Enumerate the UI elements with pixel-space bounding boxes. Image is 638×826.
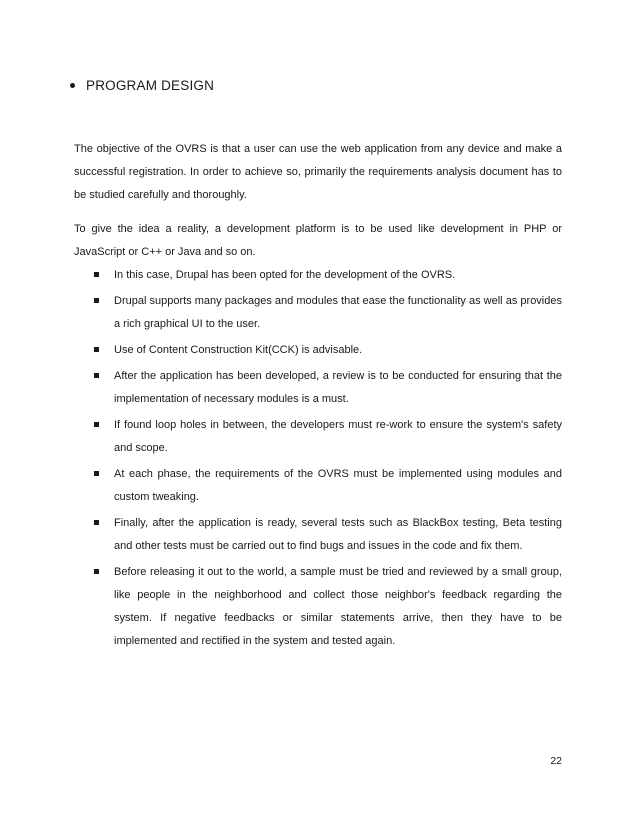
list-item [74, 512, 562, 558]
square-bullet-icon [94, 569, 99, 574]
section-heading-text: PROGRAM DESIGN [86, 78, 215, 93]
page-number: 22 [550, 755, 562, 767]
square-bullet-icon [94, 520, 99, 525]
square-bullet-icon [94, 298, 99, 303]
list-item-text: Before releasing it out to the world, a sample must be tried and reviewed by a small group, like people in the neighborhood and collect those neighbor's feedback regarding the system. If negative feedbacks or similar statements arrive, then they have to be implemented and rectified in the system and tested again. [114, 566, 562, 647]
bullet-dot-icon [70, 83, 75, 88]
list-item [74, 264, 562, 287]
list-item [74, 463, 562, 509]
square-bullet-icon [94, 272, 99, 277]
list-item-text: After the application has been developed, a review is to be conducted for ensuring that the implementation of necessary modules is a must. [114, 370, 562, 405]
list-item [74, 414, 562, 460]
bullet-list [74, 264, 562, 656]
list-item-text: Drupal supports many packages and modules that ease the functionality as well as provides a rich graphical UI to the user. [114, 295, 562, 330]
list-item-text: Use of Content Construction Kit(CCK) is advisable. [114, 344, 363, 356]
paragraph-objective: The objective of the OVRS is that a user can use the web application from any device and make a successful registration. In order to achieve so, primarily the requirements analysis document has to be studied carefully and thoroughly. [74, 143, 562, 201]
list-item-text: In this case, Drupal has been opted for the development of the OVRS. [114, 269, 456, 281]
list-item [74, 365, 562, 411]
list-item-text: If found loop holes in between, the developers must re-work to ensure the system's safety and scope. [114, 419, 562, 454]
paragraph-platform: To give the idea a reality, a development platform is to be used like development in PHP or JavaScript or C++ or Java and so on. [74, 223, 562, 258]
square-bullet-icon [94, 422, 99, 427]
square-bullet-icon [94, 347, 99, 352]
list-item [74, 290, 562, 336]
square-bullet-icon [94, 373, 99, 378]
square-bullet-icon [94, 471, 99, 476]
list-item [74, 339, 562, 362]
section-heading [70, 78, 214, 93]
list-item-text: At each phase, the requirements of the OVRS must be implemented using modules and custom tweaking. [114, 468, 562, 503]
list-item-text: Finally, after the application is ready, several tests such as BlackBox testing, Beta testing and other tests must be carried out to find bugs and issues in the code and fix them. [114, 517, 562, 552]
list-item [74, 561, 562, 653]
